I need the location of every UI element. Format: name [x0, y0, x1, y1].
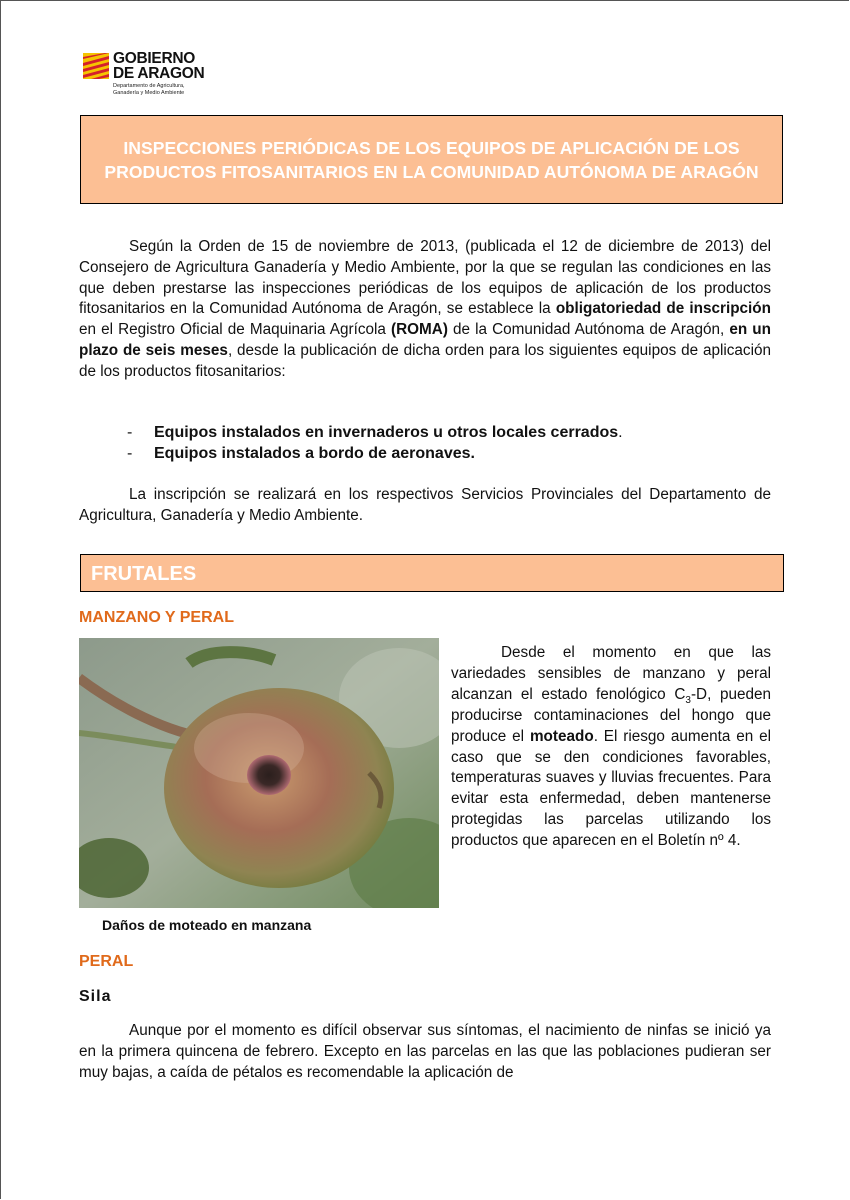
equipment-list [127, 422, 767, 464]
moteado-paragraph: Desde el momento en que las variedades sensibles de manzano y peral alcanzan el estado fenológico $C_3-D$, pueden producirse contaminaciones del hongo que produce el moteado. El riesgo aumenta en el caso que se den condiciones favorables, temperaturas suaves y lluvias frecuentes. Para evitar esta enfermedad, deben mantenerse protegidas las parcelas utilizando los productos que aparecen en el Boletín nº 4. [451, 644, 772, 850]
intro-paragraph: Según la Orden de 15 de noviembre de 2013, (publicada el 12 de diciembre de 2013) del Consejero de Agricultura Ganadería y Medio Ambiente, por la que se regulan las condiciones en las que deben prestarse las inspecciones periódicas de los equipos de aplicación de los productos fitosanitarios en la Comunidad Autónoma de Aragón, se establece la obligatoriedad de inscripción en el Registro Oficial de Maquinaria Agrícola (ROMA) de la Comunidad Autónoma de Aragón, en un plazo de seis meses, desde la publicación de dicha orden para los siguientes equipos de aplicación de los productos fitosanitarios: [79, 238, 771, 380]
aragon-flag-icon [83, 53, 109, 79]
gobierno-aragon-logo [83, 51, 223, 103]
section-title: FRUTALES [91, 563, 197, 585]
photo-caption: Daños de moteado en manzana [102, 917, 312, 933]
sila-paragraph: Aunque por el momento es difícil observar sus síntomas, el nacimiento de ninfas se inició ya en la primera quincena de febrero. Excepto en las parcelas en las que las poblaciones pudieran ser muy bajas, a caída de pétalos es recomendable la aplicación de [79, 1022, 771, 1081]
emphasis-plazo: en un plazo de seis meses [79, 321, 771, 359]
apple-scab-photo [79, 638, 439, 908]
inscripcion-paragraph: La inscripción se realizará en los respectivos Servicios Provinciales del Departamento de Agricultura, Ganadería y Medio Ambiente. [79, 486, 771, 524]
emphasis-inscripcion: obligatoriedad de inscripción [555, 300, 771, 318]
title-banner [80, 115, 783, 204]
document-title: INSPECCIONES PERIÓDICAS DE LOS EQUIPOS DE APLICACIÓN DE LOS PRODUCTOS FITOSANITARIOS EN LA COMUNIDAD AUTÓNOMA DE ARAGÓN [104, 137, 759, 182]
section-header-frutales [80, 554, 784, 592]
logo-department: Departamento de Agricultura, Ganadería y Medio Ambiente [113, 83, 185, 96]
emphasis-moteado: moteado [529, 727, 594, 745]
emphasis-roma: (ROMA) [390, 321, 448, 339]
list-item: - Equipos instalados a bordo de aeronaves. [127, 445, 475, 462]
list-item: - Equipos instalados en invernaderos u otros locales cerrados. [127, 424, 623, 441]
subheading-sila: Sila [79, 988, 112, 1005]
subheading-peral: PERAL [79, 953, 134, 970]
logo-title: GOBIERNO DE ARAGON [113, 50, 205, 82]
subheading-manzano-peral: MANZANO Y PERAL [79, 609, 234, 626]
